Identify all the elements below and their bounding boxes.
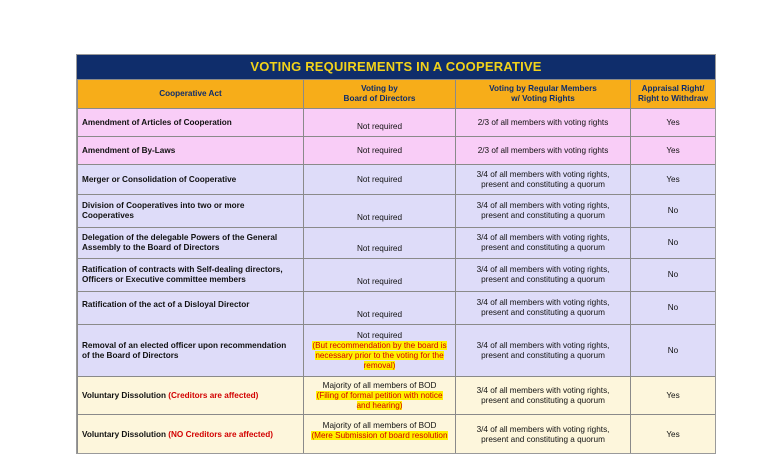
act-cell: Removal of an elected officer upon recommendation of the Board of Directors [78,325,304,377]
board-note-highlight: (But recommendation by the board is necessary prior to the voting for the removal) [312,341,446,370]
board-note-highlight: (Mere Submission of board resolution [311,431,447,440]
appraisal-cell: No [631,325,716,377]
members-cell: 3/4 of all members with voting rights, present and constituting a quorum [456,415,631,454]
board-cell: Not required [304,259,456,292]
act-label: Voluntary Dissolution [82,430,166,439]
board-cell [304,325,456,377]
voting-requirements-slide [76,54,716,454]
appraisal-cell: Yes [631,377,716,415]
table-row [78,109,716,137]
table-row [78,137,716,165]
board-requirement: Not required [308,331,451,341]
board-cell: Not required [304,137,456,165]
members-cell: 3/4 of all members with voting rights, present and constituting a quorum [456,325,631,377]
members-cell: 3/4 of all members with voting rights, present and constituting a quorum [456,228,631,259]
header-voting-members: Voting by Regular Members w/ Voting Rights [456,80,631,109]
table-row [78,377,716,415]
board-cell: Not required [304,109,456,137]
header-voting-board: Voting by Board of Directors [304,80,456,109]
table-row [78,259,716,292]
act-cell: Division of Cooperatives into two or more Cooperatives [78,195,304,228]
table-row [78,325,716,377]
act-cell: Amendment of Articles of Cooperation [78,109,304,137]
members-cell: 2/3 of all members with voting rights [456,109,631,137]
slide-title: VOTING REQUIREMENTS IN A COOPERATIVE [77,55,715,79]
act-cell: Ratification of contracts with Self-dealing directors, Officers or Executive committee members [78,259,304,292]
members-cell: 2/3 of all members with voting rights [456,137,631,165]
members-cell: 3/4 of all members with voting rights, present and constituting a quorum [456,195,631,228]
table-row [78,195,716,228]
act-label: Voluntary Dissolution [82,391,166,400]
appraisal-cell: Yes [631,165,716,195]
header-cooperative-act: Cooperative Act [78,80,304,109]
appraisal-cell: No [631,292,716,325]
act-cell [78,415,304,454]
act-cell: Amendment of By-Laws [78,137,304,165]
table-row [78,165,716,195]
appraisal-cell: No [631,228,716,259]
appraisal-cell: No [631,259,716,292]
act-cell: Merger or Consolidation of Cooperative [78,165,304,195]
board-cell: Not required [304,292,456,325]
table-header-row [78,80,716,109]
members-cell: 3/4 of all members with voting rights, present and constituting a quorum [456,165,631,195]
board-note-highlight: (Filing of formal petition with notice and hearing) [316,391,442,410]
act-note: (Creditors are affected) [168,391,258,400]
table-row [78,415,716,454]
header-appraisal-right: Appraisal Right/ Right to Withdraw [631,80,716,109]
members-cell: 3/4 of all members with voting rights, present and constituting a quorum [456,259,631,292]
board-cell [304,415,456,454]
appraisal-cell: Yes [631,415,716,454]
board-requirement: Majority of all members of BOD [308,421,451,431]
voting-requirements-table [77,79,716,454]
appraisal-cell: Yes [631,137,716,165]
table-row [78,228,716,259]
board-requirement: Majority of all members of BOD [308,381,451,391]
members-cell: 3/4 of all members with voting rights, present and constituting a quorum [456,292,631,325]
appraisal-cell: No [631,195,716,228]
board-cell [304,377,456,415]
board-cell: Not required [304,228,456,259]
table-row [78,292,716,325]
act-note: (NO Creditors are affected) [168,430,273,439]
act-cell: Delegation of the delegable Powers of the General Assembly to the Board of Directors [78,228,304,259]
board-cell: Not required [304,165,456,195]
act-cell [78,377,304,415]
board-cell: Not required [304,195,456,228]
appraisal-cell: Yes [631,109,716,137]
members-cell: 3/4 of all members with voting rights, present and constituting a quorum [456,377,631,415]
act-cell: Ratification of the act of a Disloyal Director [78,292,304,325]
